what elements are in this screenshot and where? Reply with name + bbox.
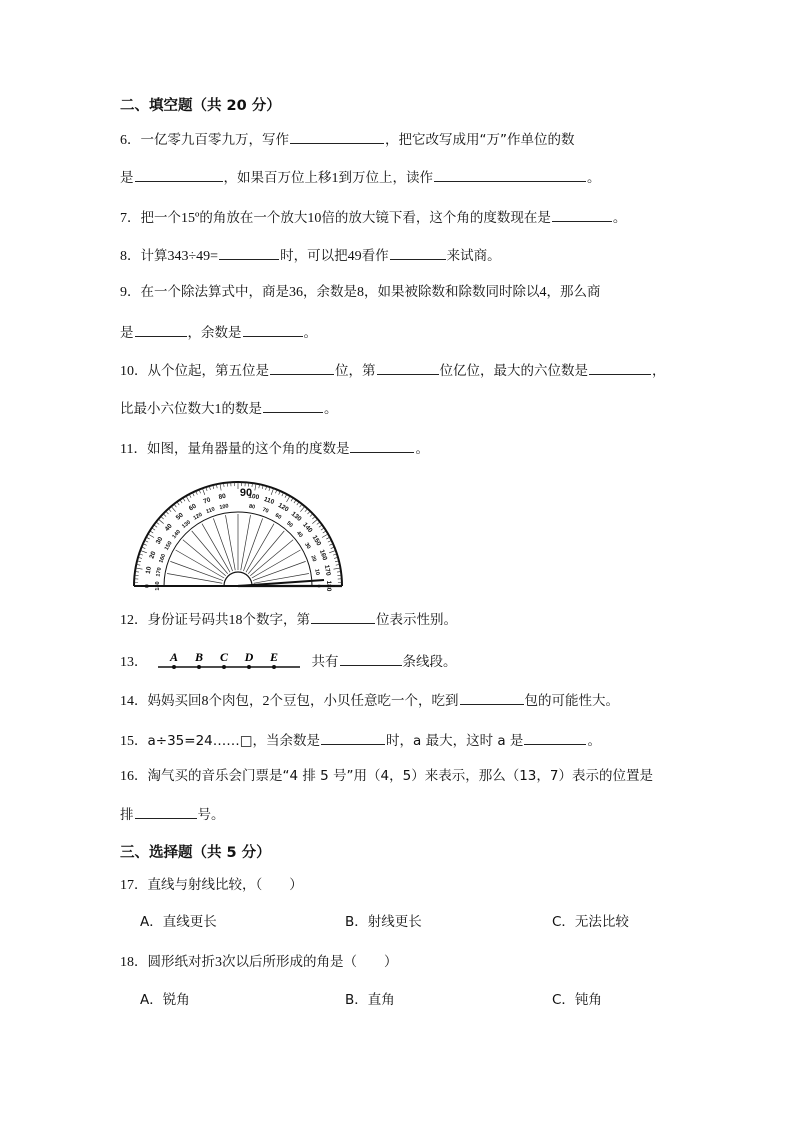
line-point-label: D [244, 650, 253, 664]
question-text: 位亿位，最大的六位数是 [439, 363, 588, 379]
question-18 [120, 952, 398, 973]
question-number: 16 [120, 769, 134, 784]
answer-blank[interactable] [377, 360, 439, 375]
question-number: 11 [120, 442, 134, 457]
protractor-outer-label: 100 [247, 492, 260, 502]
protractor-tick [183, 498, 185, 501]
question-text: ．淘气买的音乐会门票是“4 排 5 号”用（4，5）来表示，那么（13，7）表示的位置是 [134, 768, 653, 784]
question-text: ，那么商 [546, 284, 601, 300]
question-number-inline: 10 [307, 211, 322, 226]
question-number: 9 [120, 285, 127, 300]
answer-blank[interactable] [135, 167, 223, 182]
protractor-tick [154, 525, 157, 527]
protractor-inner-label: 140 [171, 529, 182, 541]
question-expression: 343÷49= [167, 249, 219, 264]
protractor-outer-label: 110 [262, 495, 276, 507]
answer-blank[interactable] [340, 651, 402, 666]
protractor-figure [128, 470, 348, 598]
question-number: 12 [120, 613, 134, 628]
line-segment-figure [154, 650, 304, 672]
question-text: 位，第 [335, 363, 376, 379]
protractor-outer-label: 170 [322, 564, 332, 577]
protractor-tick [329, 550, 336, 552]
question-17 [120, 875, 303, 896]
protractor-tick [150, 531, 153, 533]
protractor-spoke [241, 515, 251, 570]
protractor-tick [271, 488, 273, 495]
protractor-inner-label: 50 [285, 520, 294, 529]
question-number-inline: 8 [201, 694, 209, 709]
question-text: 位表示性别。 [376, 612, 457, 628]
protractor-inner-label: 20 [309, 554, 318, 563]
question-text: ．把一个 [127, 210, 181, 226]
question-text: 比最小六位数大 [120, 401, 215, 417]
protractor-center-label: 90 [239, 487, 253, 499]
question-text: 个肉包， [208, 693, 263, 709]
question-text: 个豆包，小贝任意吃一个，吃到 [269, 693, 459, 709]
answer-blank[interactable] [135, 322, 187, 337]
protractor-inner-label: 160 [158, 553, 168, 564]
protractor-outer-label: 180 [325, 580, 332, 592]
question-number: 10 [120, 364, 134, 379]
protractor-outer-label: 80 [218, 492, 227, 501]
question-text: ， [652, 363, 666, 379]
protractor-tick [321, 528, 324, 530]
answer-blank[interactable] [321, 730, 385, 745]
question-text: 排 [120, 807, 134, 823]
protractor-tick [297, 502, 299, 505]
protractor-tick [312, 519, 317, 523]
question-16-line-1 [120, 766, 653, 787]
line-point-label: E [269, 650, 278, 664]
protractor-outer-label: 120 [276, 501, 290, 514]
section-title-choice: 三、选择题（共 5 分） [120, 845, 271, 861]
question-16-line-2 [120, 804, 225, 825]
protractor-tick [294, 500, 296, 503]
question-number-inline: 1 [214, 402, 222, 417]
protractor-tick [322, 534, 328, 538]
protractor-inner-label: 150 [163, 540, 174, 552]
protractor-center-arc [224, 572, 252, 586]
question-text: ，如果百万位上移 [223, 170, 332, 186]
protractor-tick [334, 568, 341, 569]
line-point-label: C [219, 650, 228, 664]
answer-blank[interactable] [219, 245, 279, 260]
protractor-inner-label: 80 [248, 503, 256, 511]
question-text: 是 [120, 325, 134, 341]
answer-blank[interactable] [311, 609, 375, 624]
question-number: 14 [120, 694, 134, 709]
protractor-tick [152, 528, 155, 530]
question-text: 倍的放大镜下看，这个角的度数现在是 [321, 210, 551, 226]
protractor-tick [180, 500, 182, 503]
question-text: 。 [303, 325, 317, 341]
protractor-tick [186, 496, 190, 502]
question-12 [120, 609, 457, 631]
question-10-line-1 [120, 360, 666, 382]
question-number-inline: 4 [539, 285, 547, 300]
answer-blank[interactable] [552, 207, 612, 222]
option-a[interactable]: A．直线更长 [140, 914, 217, 930]
protractor-tick [291, 498, 293, 501]
question-6-line-2 [120, 167, 601, 189]
answer-blank[interactable] [350, 438, 414, 453]
protractor-inner-label: 110 [205, 506, 216, 516]
question-text: 的数是 [221, 401, 262, 417]
line-point-label: A [169, 650, 178, 664]
answer-blank[interactable] [434, 167, 586, 182]
protractor-outer-label: 20 [148, 550, 158, 560]
protractor-inner-label: 100 [219, 503, 230, 511]
question-number-inline: 18 [228, 613, 243, 628]
line-point [172, 665, 176, 669]
question-number-inline: 2 [262, 694, 270, 709]
question-number: 15 [120, 734, 134, 749]
protractor-tick [202, 488, 204, 495]
question-text: ．直线与射线比较，（ ） [134, 877, 303, 893]
protractor-tick [255, 484, 256, 491]
protractor-inner-label: 60 [273, 512, 283, 521]
protractor-spoke [253, 561, 306, 580]
question-number: 6 [120, 133, 127, 148]
line-point [247, 665, 251, 669]
protractor-tick [163, 514, 166, 517]
option-b[interactable]: B．射线更长 [345, 914, 422, 930]
protractor-tick [310, 514, 313, 517]
question-11 [120, 438, 429, 460]
protractor-inner-label: 40 [295, 530, 304, 539]
protractor-tick [305, 509, 308, 512]
line-point [222, 665, 226, 669]
question-9-line-2 [120, 322, 317, 343]
question-text: 号。 [197, 807, 225, 823]
protractor-tick [319, 525, 322, 527]
question-text: 时，可以把 [280, 248, 348, 264]
protractor-tick [166, 511, 169, 514]
protractor-tick [300, 504, 302, 507]
answer-blank[interactable] [243, 322, 303, 337]
option-c[interactable]: C．钝角 [552, 992, 602, 1008]
protractor-spoke [225, 515, 235, 570]
question-text: ．一亿零九百零九万，写作 [127, 132, 289, 148]
question-text: 来试商。 [446, 248, 501, 264]
protractor-tick [156, 522, 159, 524]
protractor-outer-label: 130 [289, 510, 303, 523]
protractor-spoke [243, 518, 262, 571]
question-text: 看作 [361, 248, 389, 264]
protractor-tick [171, 506, 175, 511]
protractor-tick [174, 504, 176, 507]
question-text: ．如图，量角器量的这个角的度数是 [133, 441, 350, 457]
protractor-tick [317, 522, 320, 524]
protractor-tick [158, 519, 163, 523]
question-text: 。 [612, 210, 627, 226]
question-text: ．在一个除法算式中，商是 [127, 284, 289, 300]
question-8 [120, 245, 501, 267]
protractor-outer-label: 0 [144, 584, 151, 588]
question-text: 共有 [311, 654, 339, 670]
protractor-tick [287, 496, 291, 502]
question-number-inline: 49 [347, 249, 362, 264]
protractor-tick [220, 484, 221, 491]
line-point [272, 665, 276, 669]
protractor-tick [168, 509, 171, 512]
question-text: ，余数是 [303, 284, 357, 300]
protractor-tick [136, 568, 143, 569]
question-text: ．圆形纸对折 [134, 954, 215, 970]
answer-blank[interactable] [270, 360, 334, 375]
question-text: 次以后所形成的角是（ ） [222, 954, 398, 970]
protractor-spoke [213, 518, 232, 571]
question-7 [120, 207, 626, 229]
question-6-line-1 [120, 129, 575, 151]
protractor-inner-label: 170 [155, 567, 163, 578]
question-number: 8 [120, 249, 127, 264]
question-14 [120, 690, 619, 712]
answer-blank[interactable] [390, 245, 446, 260]
question-text: 。 [587, 733, 601, 749]
question-13 [120, 650, 457, 673]
question-text: 是 [120, 170, 134, 186]
protractor-inner-label: 120 [192, 511, 204, 522]
question-text: 条线段。 [402, 654, 457, 670]
question-number: 13 [120, 655, 134, 670]
option-c[interactable]: C．无法比较 [552, 914, 629, 930]
protractor-outer-label: 10 [144, 566, 153, 575]
question-text: ，余数是 [187, 325, 242, 341]
answer-blank[interactable] [263, 398, 323, 413]
protractor-outer-label: 40 [163, 522, 174, 533]
question-text: ．计算 [127, 248, 168, 264]
protractor-tick [307, 511, 310, 514]
question-number: 7 [120, 211, 127, 226]
protractor-tick [140, 550, 147, 552]
question-text: 的角放在一个放大 [199, 210, 308, 226]
protractor-inner-label: 130 [181, 519, 193, 530]
question-text: ．a÷35=24……□，当余数是 [134, 733, 321, 749]
question-text: 到万位上，读作 [338, 170, 433, 186]
section-title-fill-in: 二、填空题（共 20 分） [120, 98, 281, 114]
question-text: 。 [587, 170, 601, 186]
question-number-inline: 8 [357, 285, 364, 300]
protractor-tick [177, 502, 179, 505]
protractor-tick [300, 506, 304, 511]
question-text: 。 [415, 441, 429, 457]
answer-blank[interactable] [524, 730, 586, 745]
option-a[interactable]: A．锐角 [140, 992, 190, 1008]
question-number: 17 [120, 878, 134, 893]
protractor-outer-label: 70 [202, 496, 212, 506]
protractor-inner-label: 10 [313, 568, 321, 576]
protractor-inner-label: 30 [303, 541, 312, 551]
protractor-tick [148, 534, 154, 538]
protractor-outer-label: 30 [154, 535, 165, 546]
question-number-inline: 15º [181, 211, 200, 226]
answer-blank[interactable] [290, 129, 384, 144]
question-number-inline: 36 [289, 285, 303, 300]
protractor-outer-label: 150 [310, 534, 323, 548]
question-text: 包的可能性大。 [524, 693, 619, 709]
protractor-inner-label: 70 [261, 506, 270, 515]
protractor-inner-label: 0 [315, 584, 321, 588]
protractor-tick [161, 516, 164, 519]
answer-blank[interactable] [460, 690, 524, 705]
question-number-inline: 1 [331, 171, 339, 186]
protractor-outer-label: 60 [187, 502, 198, 513]
question-15 [120, 730, 601, 752]
protractor-outer-label: 160 [317, 548, 329, 562]
question-text: 个数字，第 [242, 612, 310, 628]
answer-blank[interactable] [589, 360, 651, 375]
protractor-tick [323, 531, 326, 533]
question-text: 时，a 最大，这时 a 是 [386, 733, 524, 749]
question-text: ．身份证号码共 [134, 612, 229, 628]
question-text: ，如果被除数和除数同时除以 [364, 284, 540, 300]
protractor-spoke [167, 573, 222, 583]
line-point [197, 665, 201, 669]
protractor-outer-label: 140 [301, 521, 314, 535]
question-text: ，把它改写成用“万”作单位的数 [385, 132, 575, 148]
answer-blank[interactable] [135, 804, 197, 819]
question-text: 。 [324, 401, 338, 417]
question-number-inline: 3 [215, 955, 222, 970]
protractor-tick [312, 516, 315, 519]
question-number: 18 [120, 955, 134, 970]
option-b[interactable]: B．直角 [345, 992, 395, 1008]
question-10-line-2 [120, 398, 338, 420]
protractor-outer-label: 50 [174, 511, 185, 522]
line-point-label: B [194, 650, 203, 664]
question-9-line-1 [120, 282, 601, 303]
question-text: ． [134, 654, 148, 670]
protractor-spoke [170, 561, 223, 580]
question-text: ．从个位起，第五位是 [134, 363, 269, 379]
question-text: ．妈妈买回 [134, 693, 202, 709]
protractor-inner-label: 180 [155, 581, 161, 591]
